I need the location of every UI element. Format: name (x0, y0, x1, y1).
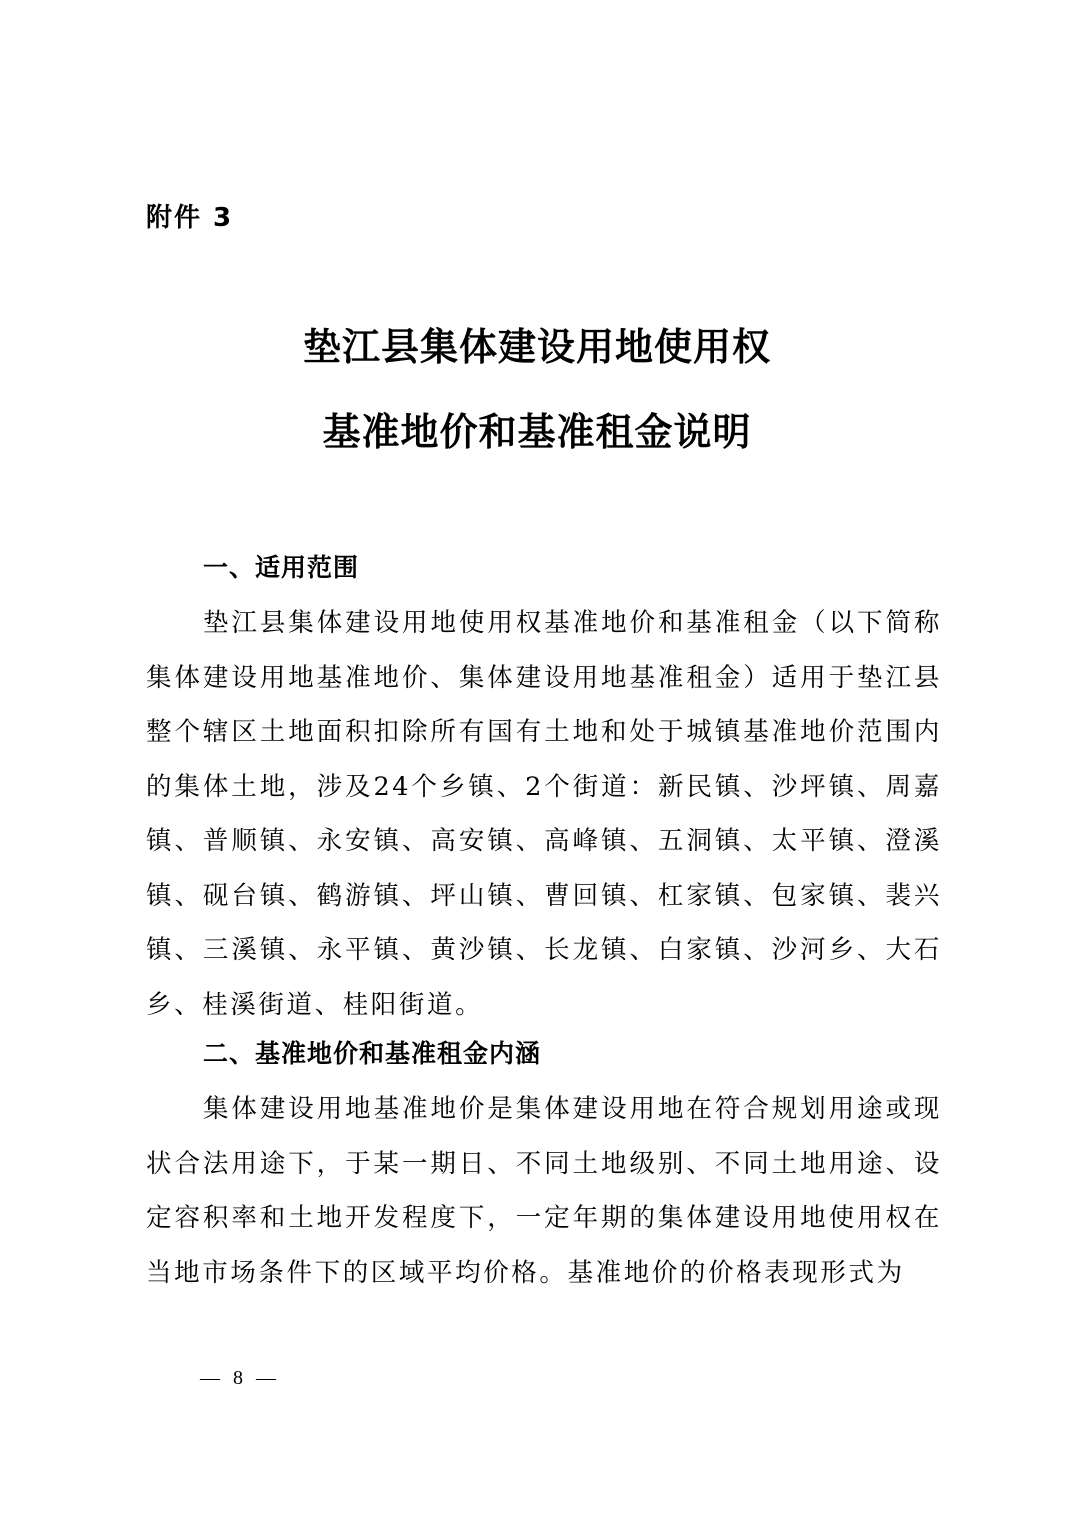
section-paragraph-connotation: 集体建设用地基准地价是集体建设用地在符合规划用途或现状合法用途下，于某一期日、不同土地级别、不同土地用途、设定容积率和土地开发程度下，一定年期的集体建设用地使用权在当地市场条件下的区域平均价格。基准地价的价格表现形式为 (146, 1094, 942, 1288)
section-heading-connotation: 二、基准地价和基准租金内涵 (203, 1039, 542, 1068)
document-title-line-1: 垫江县集体建设用地使用权 (302, 324, 771, 369)
section-heading-scope: 一、适用范围 (203, 553, 360, 582)
document-title-line-2: 基准地价和基准租金说明 (322, 409, 752, 454)
attachment-label: 附件 3 (146, 203, 234, 233)
page-number: — 8 — (200, 1367, 280, 1389)
section-paragraph-scope: 垫江县集体建设用地使用权基准地价和基准租金（以下简称集体建设用地基准地价、集体建设用地基准租金）适用于垫江县整个辖区土地面积扣除所有国有土地和处于城镇基准地价范围内的集体土地，涉及24个乡镇、2个街道：新民镇、沙坪镇、周嘉镇、普顺镇、永安镇、高安镇、高峰镇、五洞镇、太平镇、澄溪镇、砚台镇、鹤游镇、坪山镇、曹回镇、杠家镇、包家镇、裴兴镇、三溪镇、永平镇、黄沙镇、长龙镇、白家镇、沙河乡、大石乡、桂溪街道、桂阳街道。 (146, 608, 942, 1020)
